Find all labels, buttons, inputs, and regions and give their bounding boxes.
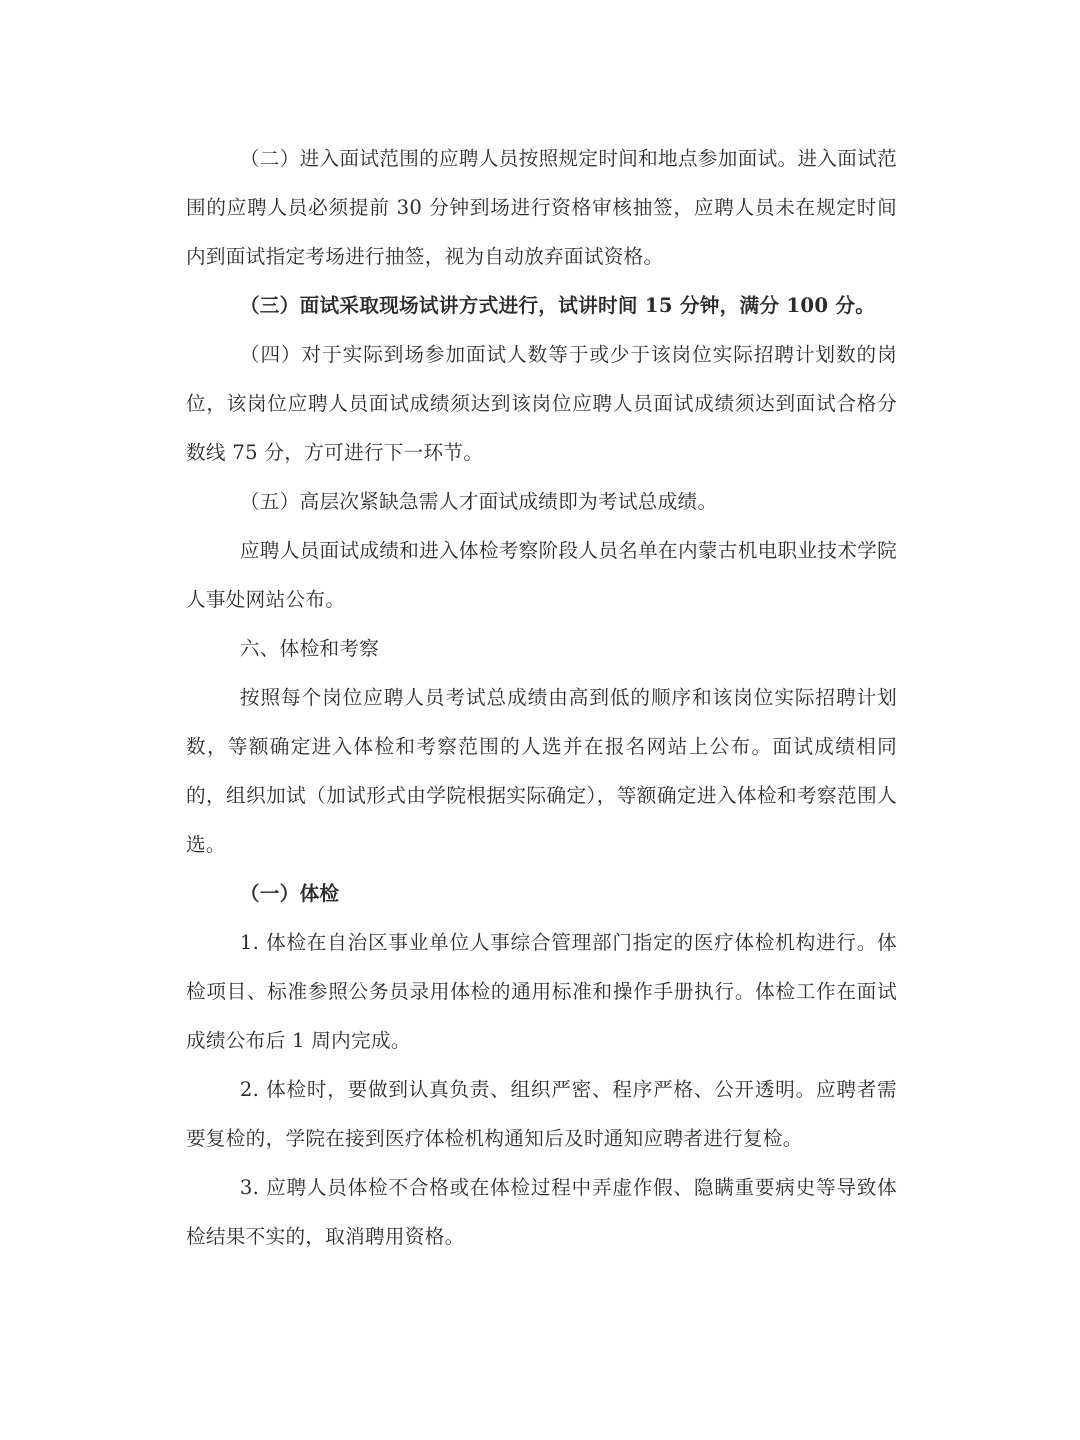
paragraph-selection-rule: 按照每个岗位应聘人员考试总成绩由高到低的顺序和该岗位实际招聘计划数，等额确定进入体检和考察范围的人选并在报名网站上公布。面试成绩相同的，组织加试（加试形式由学院根据实际确定），等额确定进入体检和考察范围人选。 — [186, 686, 897, 856]
document-page — [186, 134, 897, 1261]
paragraph-talent-score: （五）高层次紧缺急需人才面试成绩即为考试总成绩。 — [239, 490, 718, 513]
paragraph-publication: 应聘人员面试成绩和进入体检考察阶段人员名单在内蒙古机电职业技术学院人事处网站公布。 — [186, 539, 897, 611]
subsection-heading-medical: （一）体检 — [239, 882, 340, 905]
paragraph-medical-item-3: 3. 应聘人员体检不合格或在体检过程中弄虚作假、隐瞒重要病史等导致体检结果不实的，取消聘用资格。 — [186, 1176, 897, 1248]
paragraph-medical-item-1: 1. 体检在自治区事业单位人事综合管理部门指定的医疗体检机构进行。体检项目、标准参照公务员录用体检的通用标准和操作手册执行。体检工作在面试成绩公布后 1 周内完成。 — [186, 931, 897, 1052]
paragraph-interview-format: （三）面试采取现场试讲方式进行，试讲时间 15 分钟，满分 100 分。 — [239, 294, 876, 317]
paragraph-interview-arrangement: （二）进入面试范围的应聘人员按照规定时间和地点参加面试。进入面试范围的应聘人员必须提前 30 分钟到场进行资格审核抽签，应聘人员未在规定时间内到面试指定考场进行抽签，视为自动放弃面试资格。 — [186, 147, 897, 268]
paragraph-passing-score: （四）对于实际到场参加面试人数等于或少于该岗位实际招聘计划数的岗位，该岗位应聘人员面试成绩须达到该岗位应聘人员面试成绩须达到面试合格分数线 75 分，方可进行下一环节。 — [186, 343, 897, 464]
section-heading-medical-and-assessment: 六、体检和考察 — [239, 637, 380, 660]
paragraph-medical-item-2: 2. 体检时，要做到认真负责、组织严密、程序严格、公开透明。应聘者需要复检的，学院在接到医疗体检机构通知后及时通知应聘者进行复检。 — [186, 1078, 897, 1150]
